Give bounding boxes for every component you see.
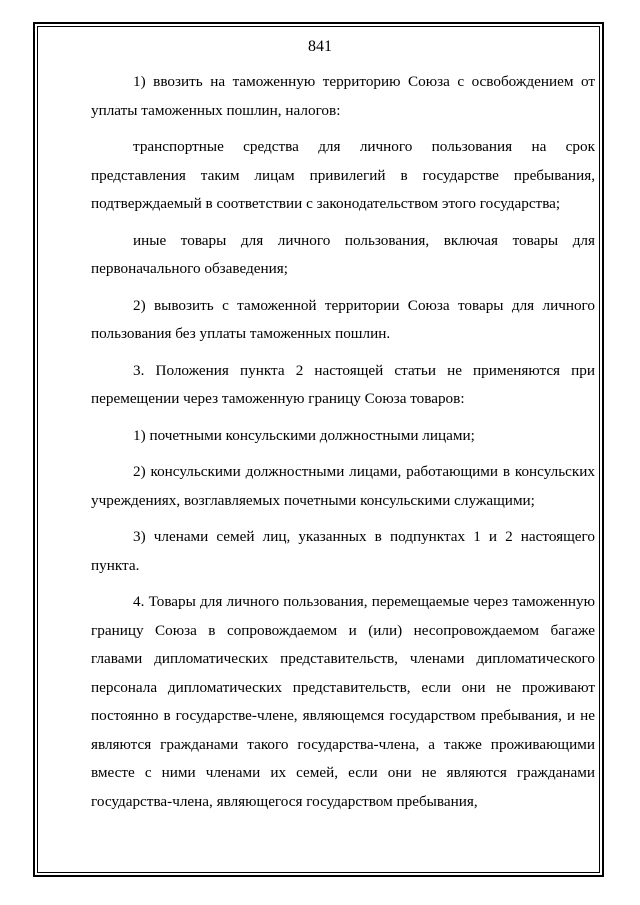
- paragraph-8: 3) членами семей лиц, указанных в подпунктах 1 и 2 настоящего пункта.: [91, 528, 595, 574]
- paragraph-6: 1) почетными консульскими должностными лицами;: [133, 426, 475, 444]
- paragraph-1: 1) ввозить на таможенную территорию Союза с освобождением от уплаты таможенных пошлин, налогов:: [91, 73, 595, 119]
- paragraph-4: 2) вывозить с таможенной территории Союза товары для личного пользования без уплаты таможенных пошлин.: [91, 296, 595, 342]
- paragraph-7: 2) консульскими должностными лицами, работающими в консульских учреждениях, возглавляемых почетными консульскими служащими;: [91, 463, 595, 509]
- paragraph-2: транспортные средства для личного пользования на срок представления таким лицам привилегий в государстве пребывания, подтверждаемый в соответствии с законодательством этого государства;: [91, 138, 595, 212]
- paragraph-5: 3. Положения пункта 2 настоящей статьи не применяются при перемещении через таможенную границу Союза товаров:: [91, 361, 595, 407]
- paragraph-3: иные товары для личного пользования, включая товары для первоначального обзаведения;: [91, 231, 595, 277]
- page-number: 841: [308, 38, 332, 55]
- document-body: [91, 68, 595, 824]
- paragraph-9: 4. Товары для личного пользования, перемещаемые через таможенную границу Союза в сопровождаемом и (или) несопровождаемом багаже главами дипломатических представительств, членами дипломатического персонала дипломатических представительств, если они не проживают постоянно в государстве-члене, являющемся государством пребывания, и не являются гражданами такого государства-члена, а также проживающими вместе с ними членами их семей, если они не являются гражданами государства-члена, являющегося государством пребывания,: [91, 593, 595, 810]
